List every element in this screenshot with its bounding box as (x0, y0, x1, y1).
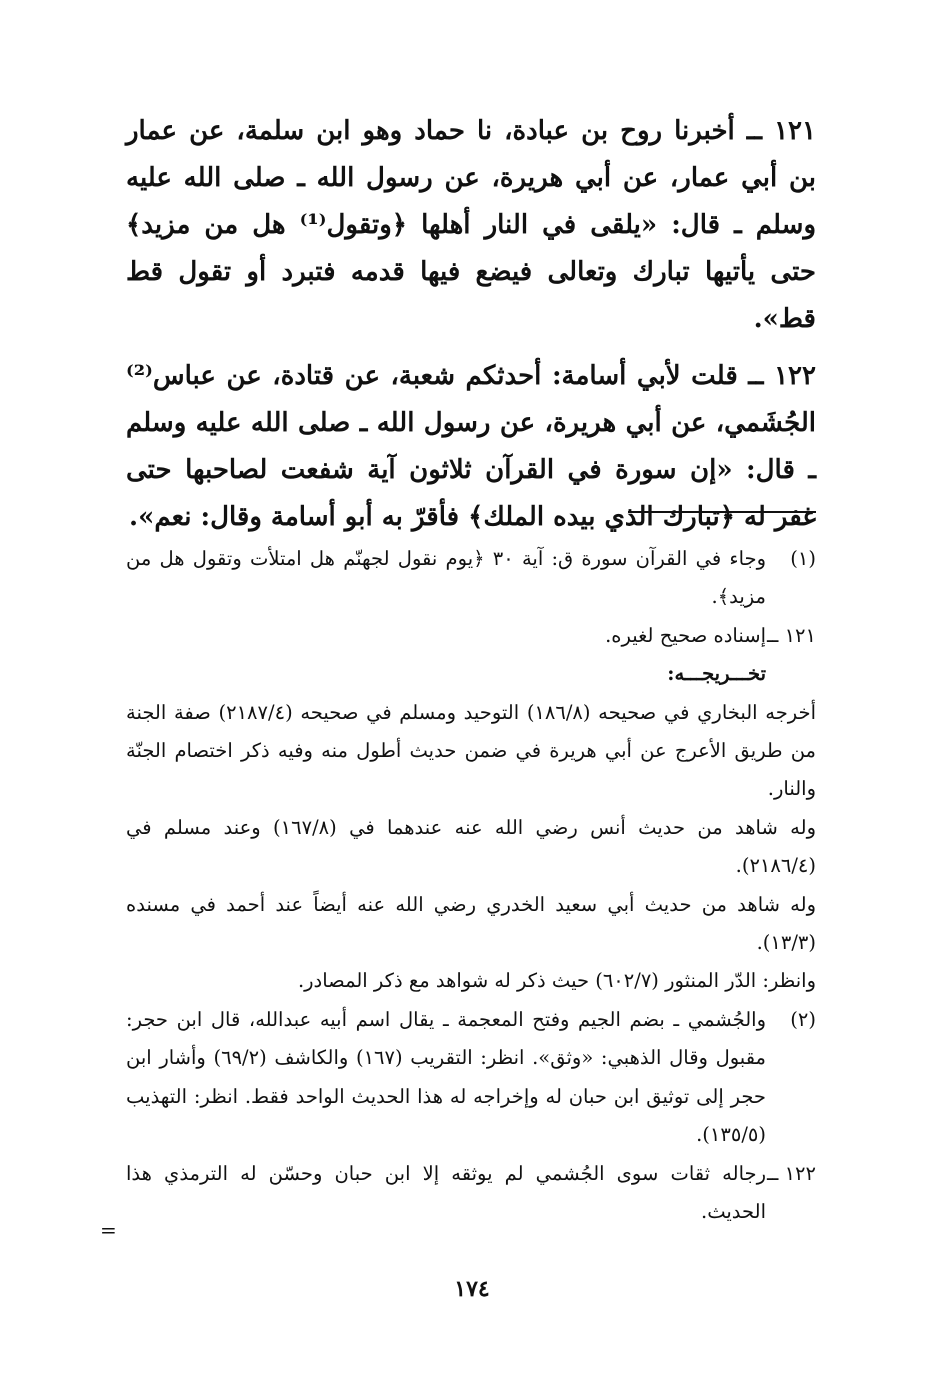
takhrij-paragraph-3: وله شاهد من حديث أبي سعيد الخدري رضي الله عنه أيضاً عند أحمد في مسنده (١٣/٣). (126, 892, 816, 955)
footnote-divider (628, 511, 816, 513)
takhrij-paragraph-1: أخرجه البخاري في صحيحه (١٨٦/٨) التوحيد ومسلم في صحيحه (٢١٨٧/٤) صفة الجنة من طريق الأعرج عن أبي هريرة في ضمن حديث أطول منه وفيه ذكر اختصام الجنّة والنار. (126, 700, 816, 801)
hadith-122: ١٢٢ ــ قلت لأبي أسامة: أحدثكم شعبة، عن قتادة، عن عباس⁽²⁾ الجُشَمي، عن أبي هريرة، عن رسول الله ـ صلى الله عليه وسلم ـ قال: «إن سورة في القرآن ثلاثون آية شفعت لصاحبها حتى غفر له ﴿تبارك الذي بيده الملك﴾ فأقرّ به أبو أسامة وقال: نعم». (126, 361, 816, 532)
hadith-121: ١٢١ ــ أخبرنا روح بن عبادة، نا حماد وهو ابن سلمة، عن عمار بن أبي عمار، عن أبي هريرة، عن رسول الله ـ صلى الله عليه وسلم ـ قال: «يلقى في النار أهلها ﴿وتقول⁽¹⁾ هل من مزيد﴾ حتى يأتيها تبارك وتعالى فيضع فيها قدمه فتبرد أو تقول قط قط». (126, 116, 817, 334)
footnote-121 (126, 617, 816, 694)
footnote-2-label: (٢) (790, 1007, 816, 1031)
footnote-1-text: وجاء في القرآن سورة ق: آية ٣٠ ﴿يوم نقول لجهنّم هل امتلأت وتقول هل من مزيد﴾. (126, 547, 766, 609)
footnote-2 (126, 1001, 816, 1155)
takhrij-heading: تخـــريجـــه: (667, 662, 766, 686)
footnote-1 (126, 540, 816, 617)
footnote-122 (126, 1155, 816, 1232)
page-number: ١٧٤ (454, 1276, 490, 1302)
main-text (126, 108, 816, 541)
footnote-1-label: (١) (790, 547, 816, 570)
footnotes (126, 540, 816, 1231)
footnote-121-grading: إسناده صحيح لغيره. (605, 623, 766, 647)
footnote-121-label: ١٢١ ــ (766, 623, 816, 647)
takhrij-paragraph-2: وله شاهد من حديث أنس رضي الله عنه عندهما في (١٦٧/٨) وعند مسلم في (٢١٨٦/٤). (126, 815, 816, 878)
footnote-122-text: رجاله ثقات سوى الجُشمي لم يوثقه إلا ابن حبان وحسّن له الترمذي هذا الحديث. (126, 1161, 766, 1223)
continuation-mark: = (100, 1218, 117, 1242)
takhrij-paragraph-4: وانظر: الدّر المنثور (٦٠٢/٧) حيث ذكر له شواهد مع ذكر المصادر. (297, 969, 816, 993)
footnote-122-label: ١٢٢ ــ (766, 1161, 816, 1185)
footnote-2-text: والجُشمي ـ بضم الجيم وفتح المعجمة ـ يقال اسم أبيه عبدالله، قال ابن حجر: مقبول وقال الذهبي: «وثق». انظر: التقريب (١٦٧) والكاشف (٦٩/٢) وأشار ابن حجر إلى توثيق ابن حبان له وإخراجه له هذا الحديث الواحد فقط. انظر: التهذيب (١٣٥/٥). (126, 1007, 767, 1147)
